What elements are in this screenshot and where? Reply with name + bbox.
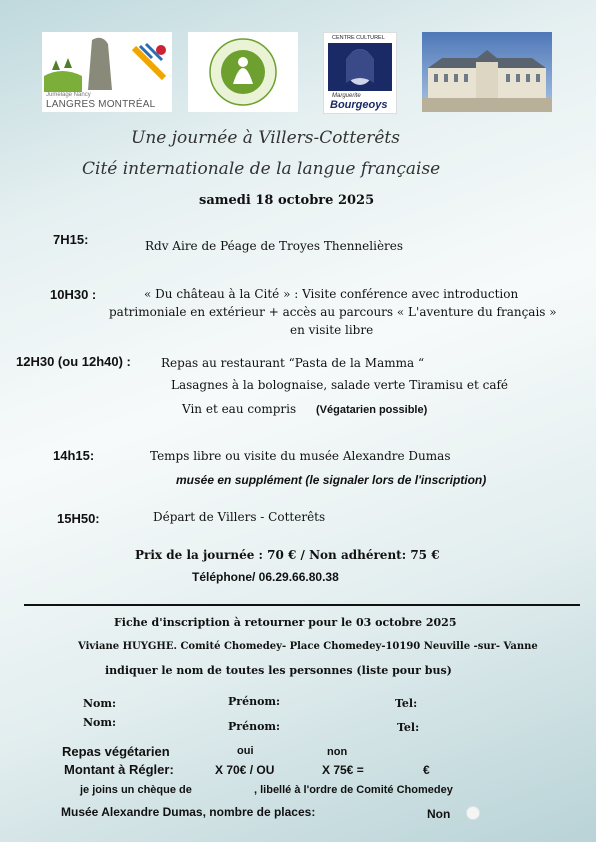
- museum-non[interactable]: Non: [427, 807, 451, 821]
- desc-3d: (Végatarien possible): [316, 404, 428, 416]
- divider-line: [24, 604, 580, 606]
- desc-2a: « Du château à la Cité » : Visite conférence avec introduction: [144, 287, 519, 301]
- chomedey-seal-icon: [188, 32, 298, 112]
- desc-2b: patrimoniale en extérieur + accès au parcours « L'aventure du français »: [109, 305, 557, 319]
- tel-label-2: Tel:: [397, 721, 420, 734]
- museum-radio-button[interactable]: [466, 806, 480, 820]
- time-3: 12H30 (ou 12h40) :: [16, 354, 131, 369]
- jumelage-logo: [42, 32, 172, 112]
- amount-euro: €: [423, 763, 430, 777]
- prenom-label-2: Prénom:: [228, 720, 281, 733]
- price: Prix de la journée : 70 € / Non adhérent: 75 €: [135, 548, 440, 562]
- title-line-1: Une journée à Villers-Cotterêts: [131, 128, 400, 148]
- marguerite-bourgeoys-logo: [323, 32, 397, 114]
- time-2: 10H30 :: [50, 287, 97, 302]
- logo1-line1: Jumelage Nancy: [46, 92, 91, 98]
- time-4: 14h15:: [53, 448, 95, 463]
- form-title: Fiche d'inscription à retourner pour le 03 octobre 2025: [114, 616, 457, 629]
- desc-3b: Lasagnes à la bolognaise, salade verte Tiramisu et café: [171, 378, 509, 392]
- chomedey-logo: [188, 32, 298, 112]
- veg-non[interactable]: non: [327, 746, 348, 758]
- museum-label: Musée Alexandre Dumas, nombre de places:: [61, 805, 316, 819]
- cheque-label: je joins un chèque de: [80, 784, 192, 796]
- desc-1: Rdv Aire de Péage de Troyes Thennelières: [145, 239, 404, 253]
- desc-3c: Vin et eau compris: [182, 402, 297, 416]
- tel-label-1: Tel:: [395, 697, 418, 710]
- amount-label: Montant à Régler:: [64, 762, 174, 777]
- logo3-top: CENTRE CULTUREL: [332, 35, 385, 41]
- desc-4a: Temps libre ou visite du musée Alexandre Dumas: [150, 449, 451, 463]
- event-date: samedi 18 octobre 2025: [199, 193, 375, 208]
- chateau-photo: [422, 32, 552, 112]
- logo3-name1: Marguerite: [332, 93, 361, 99]
- nom-label-1: Nom:: [83, 697, 117, 710]
- amount-x75: X 75€ =: [322, 763, 364, 777]
- desc-2c: en visite libre: [290, 323, 374, 337]
- amount-x70: X 70€ / OU: [215, 763, 275, 777]
- form-address: Viviane HUYGHE. Comité Chomedey- Place Chomedey-10190 Neuville -sur- Vanne: [78, 641, 538, 652]
- time-1: 7H15:: [53, 232, 89, 247]
- phone: Téléphone/ 06.29.66.80.38: [192, 570, 339, 584]
- time-5: 15H50:: [57, 511, 100, 526]
- logo1-line2: LANGRES MONTRÉAL: [46, 99, 156, 110]
- veg-oui[interactable]: oui: [237, 745, 254, 757]
- title-line-2: Cité internationale de la langue française: [82, 159, 441, 179]
- desc-4b: musée en supplément (le signaler lors de l'inscription): [176, 473, 487, 487]
- veg-label: Repas végétarien: [62, 744, 170, 759]
- desc-3a: Repas au restaurant “Pasta de la Mamma “: [161, 356, 425, 370]
- prenom-label-1: Prénom:: [228, 695, 281, 708]
- form-instruction: indiquer le nom de toutes les personnes (liste pour bus): [105, 664, 452, 677]
- nom-label-2: Nom:: [83, 716, 117, 729]
- cheque-order: , libellé à l'ordre de Comité Chomedey: [254, 784, 453, 796]
- logo3-name2: Bourgeoys: [330, 99, 388, 111]
- chateau-image-icon: [422, 32, 552, 112]
- desc-5: Départ de Villers - Cotterêts: [153, 510, 326, 524]
